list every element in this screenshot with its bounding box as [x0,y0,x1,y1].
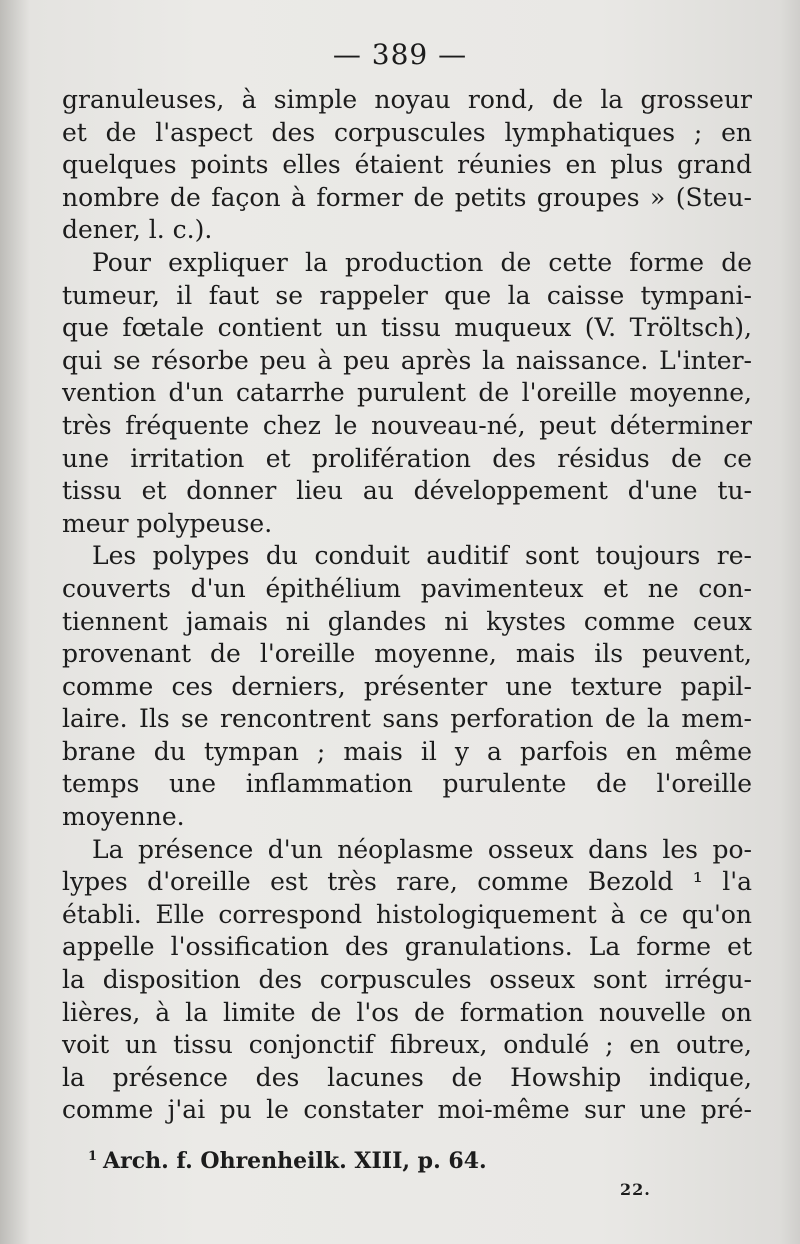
text-line: temps une inflammation purulente de l'oreille [62,769,752,799]
text-line: nombre de façon à former de petits groupes » (Steu- [62,182,752,212]
text-line: provenant de l'oreille moyenne, mais ils peuvent, [62,639,752,669]
signature-mark: 22. [620,1180,651,1199]
text-line: laire. Ils se rencontrent sans perforation de la mem- [62,704,752,734]
text-line: dener, l. c.). [62,215,213,245]
text-line: établi. Elle correspond histologiquement à ce qu'on [62,899,752,929]
text-line: la disposition des corpuscules osseux sont irrégu- [62,965,752,995]
footnote-text: Arch. f. Ohrenheilk. XIII, p. 64. [103,1148,487,1174]
text-line: Pour expliquer la production de cette forme de [92,247,752,277]
text-line: comme ces derniers, présenter une texture papil- [62,671,752,701]
text-line: et de l'aspect des corpuscules lymphatiques ; en [62,117,752,147]
text-line: quelques points elles étaient réunies en plus grand [62,150,752,180]
text-line: tissu et donner lieu au développement d'une tu- [62,476,752,506]
body-text [62,84,752,1127]
text-line: très fréquente chez le nouveau-né, peut déterminer [62,410,752,440]
text-line: appelle l'ossification des granulations. La forme et [62,932,752,962]
footnote [88,1148,487,1174]
text-line: une irritation et prolifération des résidus de ce [62,443,752,473]
text-line: comme j'ai pu le constater moi-même sur une pré- [62,1095,752,1125]
text-line: tiennent jamais ni glandes ni kystes comme ceux [62,606,752,636]
text-line: voit un tissu conjonctif fibreux, ondulé ; en outre, [62,1030,752,1060]
text-line: couverts d'un épithélium pavimenteux et ne con- [62,573,752,603]
text-line: que fœtale contient un tissu muqueux (V. Tröltsch), [62,313,752,343]
text-line: tumeur, il faut se rappeler que la caisse tympani- [62,280,752,310]
text-line: lypes d'oreille est très rare, comme Bezold ¹ l'a [62,867,752,897]
text-line: Les polypes du conduit auditif sont toujours re- [92,541,752,571]
text-line: La présence d'un néoplasme osseux dans les po- [92,834,752,864]
text-line: lières, à la limite de l'os de formation nouvelle on [62,997,752,1027]
page-number: — 389 — [332,38,468,71]
text-line: la présence des lacunes de Howship indique, [62,1062,752,1092]
text-line: granuleuses, à simple noyau rond, de la grosseur [62,85,752,114]
text-line: qui se résorbe peu à peu après la naissance. L'inter- [62,345,752,375]
text-line: meur polypeuse. [62,508,273,538]
footnote-marker: 1 [88,1149,98,1164]
text-line: brane du tympan ; mais il y a parfois en même [62,736,752,766]
text-line: vention d'un catarrhe purulent de l'oreille moyenne, [62,378,752,408]
text-line: moyenne. [62,802,185,832]
